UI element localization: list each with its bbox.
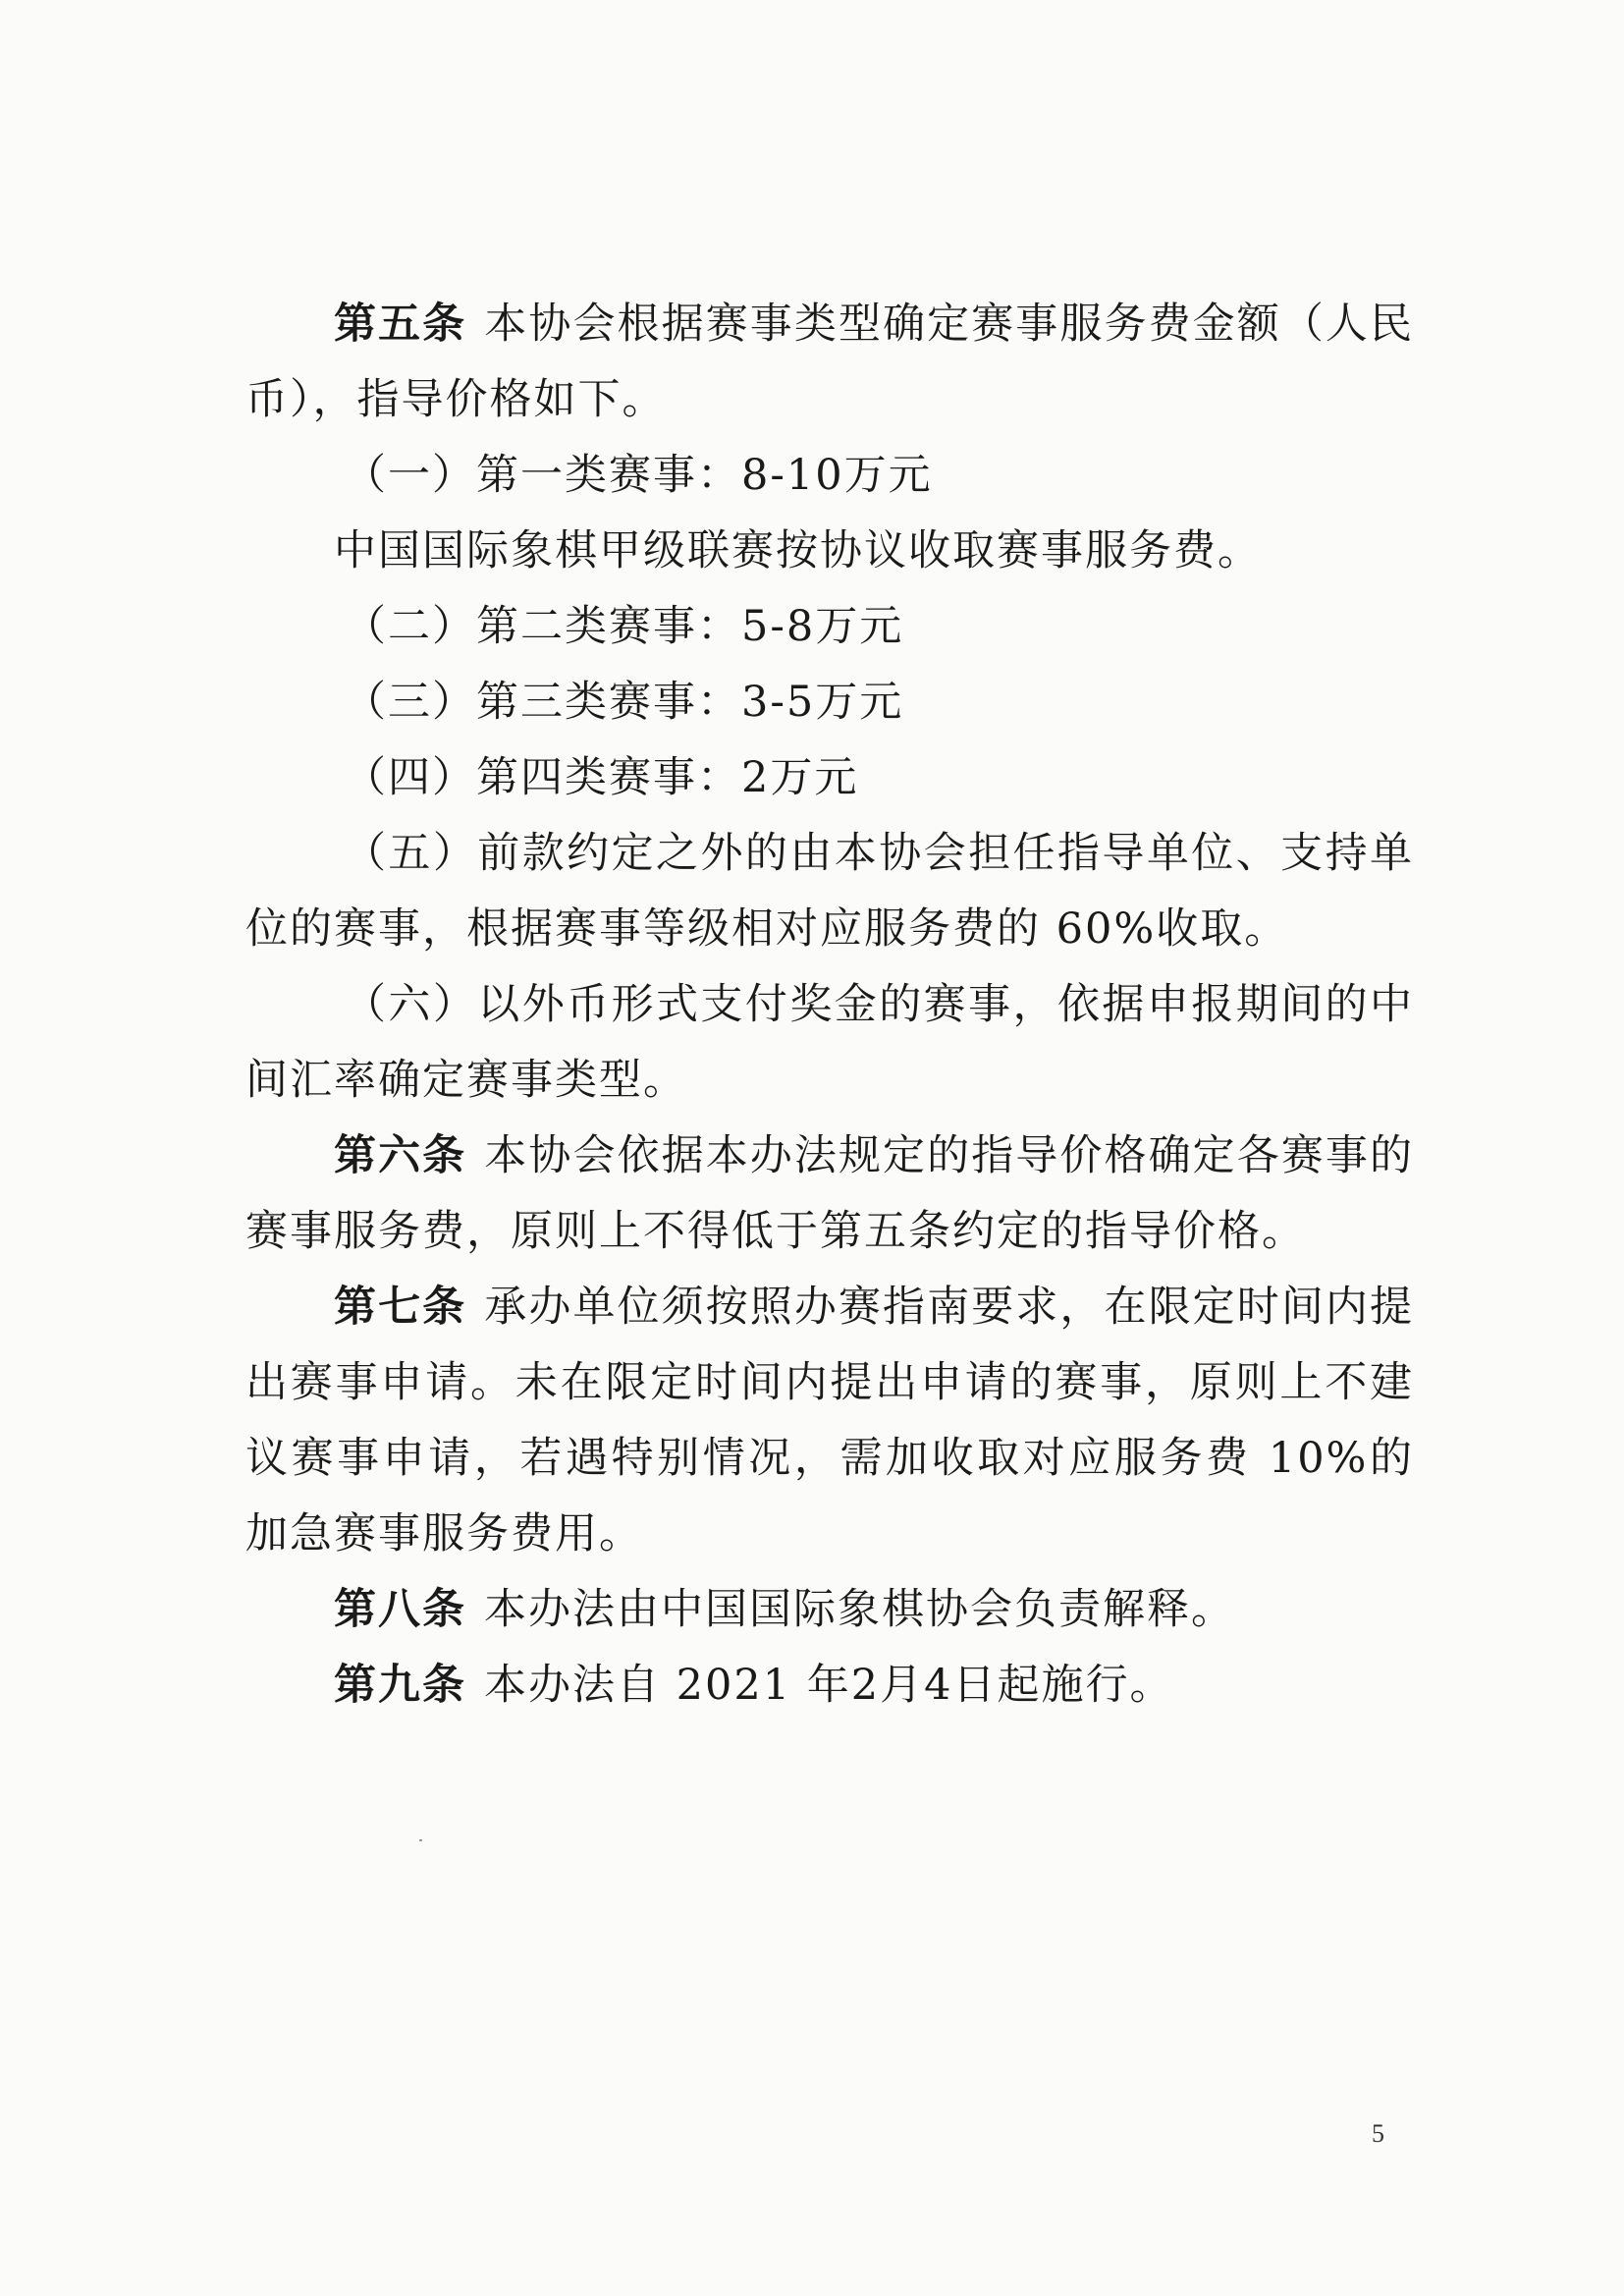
article-5-item-4: （四）第四类赛事：2万元 bbox=[344, 753, 859, 802]
article-7-text: 承办单位须按照办赛指南要求，在限定时间内提出赛事申请。未在限定时间内提出申请的赛事，原则上不建议赛事申请，若遇特别情况，需加收取对应服务费 10%的加急赛事服务费用。 bbox=[245, 1283, 1415, 1558]
article-5-item-1: （一）第一类赛事：8-10万元 bbox=[344, 451, 933, 500]
article-5-heading: 第五条 bbox=[334, 300, 467, 349]
article-5-item-3: （三）第三类赛事：3-5万元 bbox=[344, 678, 904, 727]
article-8-text: 本办法由中国国际象棋协会负责解释。 bbox=[484, 1585, 1235, 1634]
article-6-heading: 第六条 bbox=[334, 1131, 467, 1180]
document-body bbox=[245, 287, 1414, 1723]
article-7-heading: 第七条 bbox=[334, 1283, 467, 1332]
article-9-heading: 第九条 bbox=[334, 1661, 466, 1710]
article-5-text: 本协会根据赛事类型确定赛事服务费金额（人民币），指导价格如下。 bbox=[245, 300, 1415, 424]
page-number: 5 bbox=[1372, 2119, 1384, 2148]
article-5-note: 中国国际象棋甲级联赛按协议收取赛事服务费。 bbox=[334, 526, 1262, 575]
article-8 bbox=[245, 1572, 1414, 1648]
scan-speck bbox=[419, 1839, 422, 1841]
article-9 bbox=[245, 1648, 1414, 1723]
article-9-text: 本办法自 2021 年2月4日起施行。 bbox=[484, 1661, 1174, 1710]
article-7 bbox=[245, 1270, 1414, 1572]
article-5 bbox=[245, 287, 1414, 438]
article-8-heading: 第八条 bbox=[334, 1585, 466, 1634]
article-6-text: 本协会依据本办法规定的指导价格确定各赛事的赛事服务费，原则上不得低于第五条约定的指导价格。 bbox=[245, 1131, 1415, 1256]
article-6 bbox=[245, 1119, 1414, 1270]
article-5-item-6: （六）以外币形式支付奖金的赛事，依据申报期间的中间汇率确定赛事类型。 bbox=[245, 980, 1414, 1105]
article-5-item-5: （五）前款约定之外的由本协会担任指导单位、支持单位的赛事，根据赛事等级相对应服务费的 60%收取。 bbox=[245, 829, 1414, 954]
article-5-item-2: （二）第二类赛事：5-8万元 bbox=[344, 602, 904, 651]
